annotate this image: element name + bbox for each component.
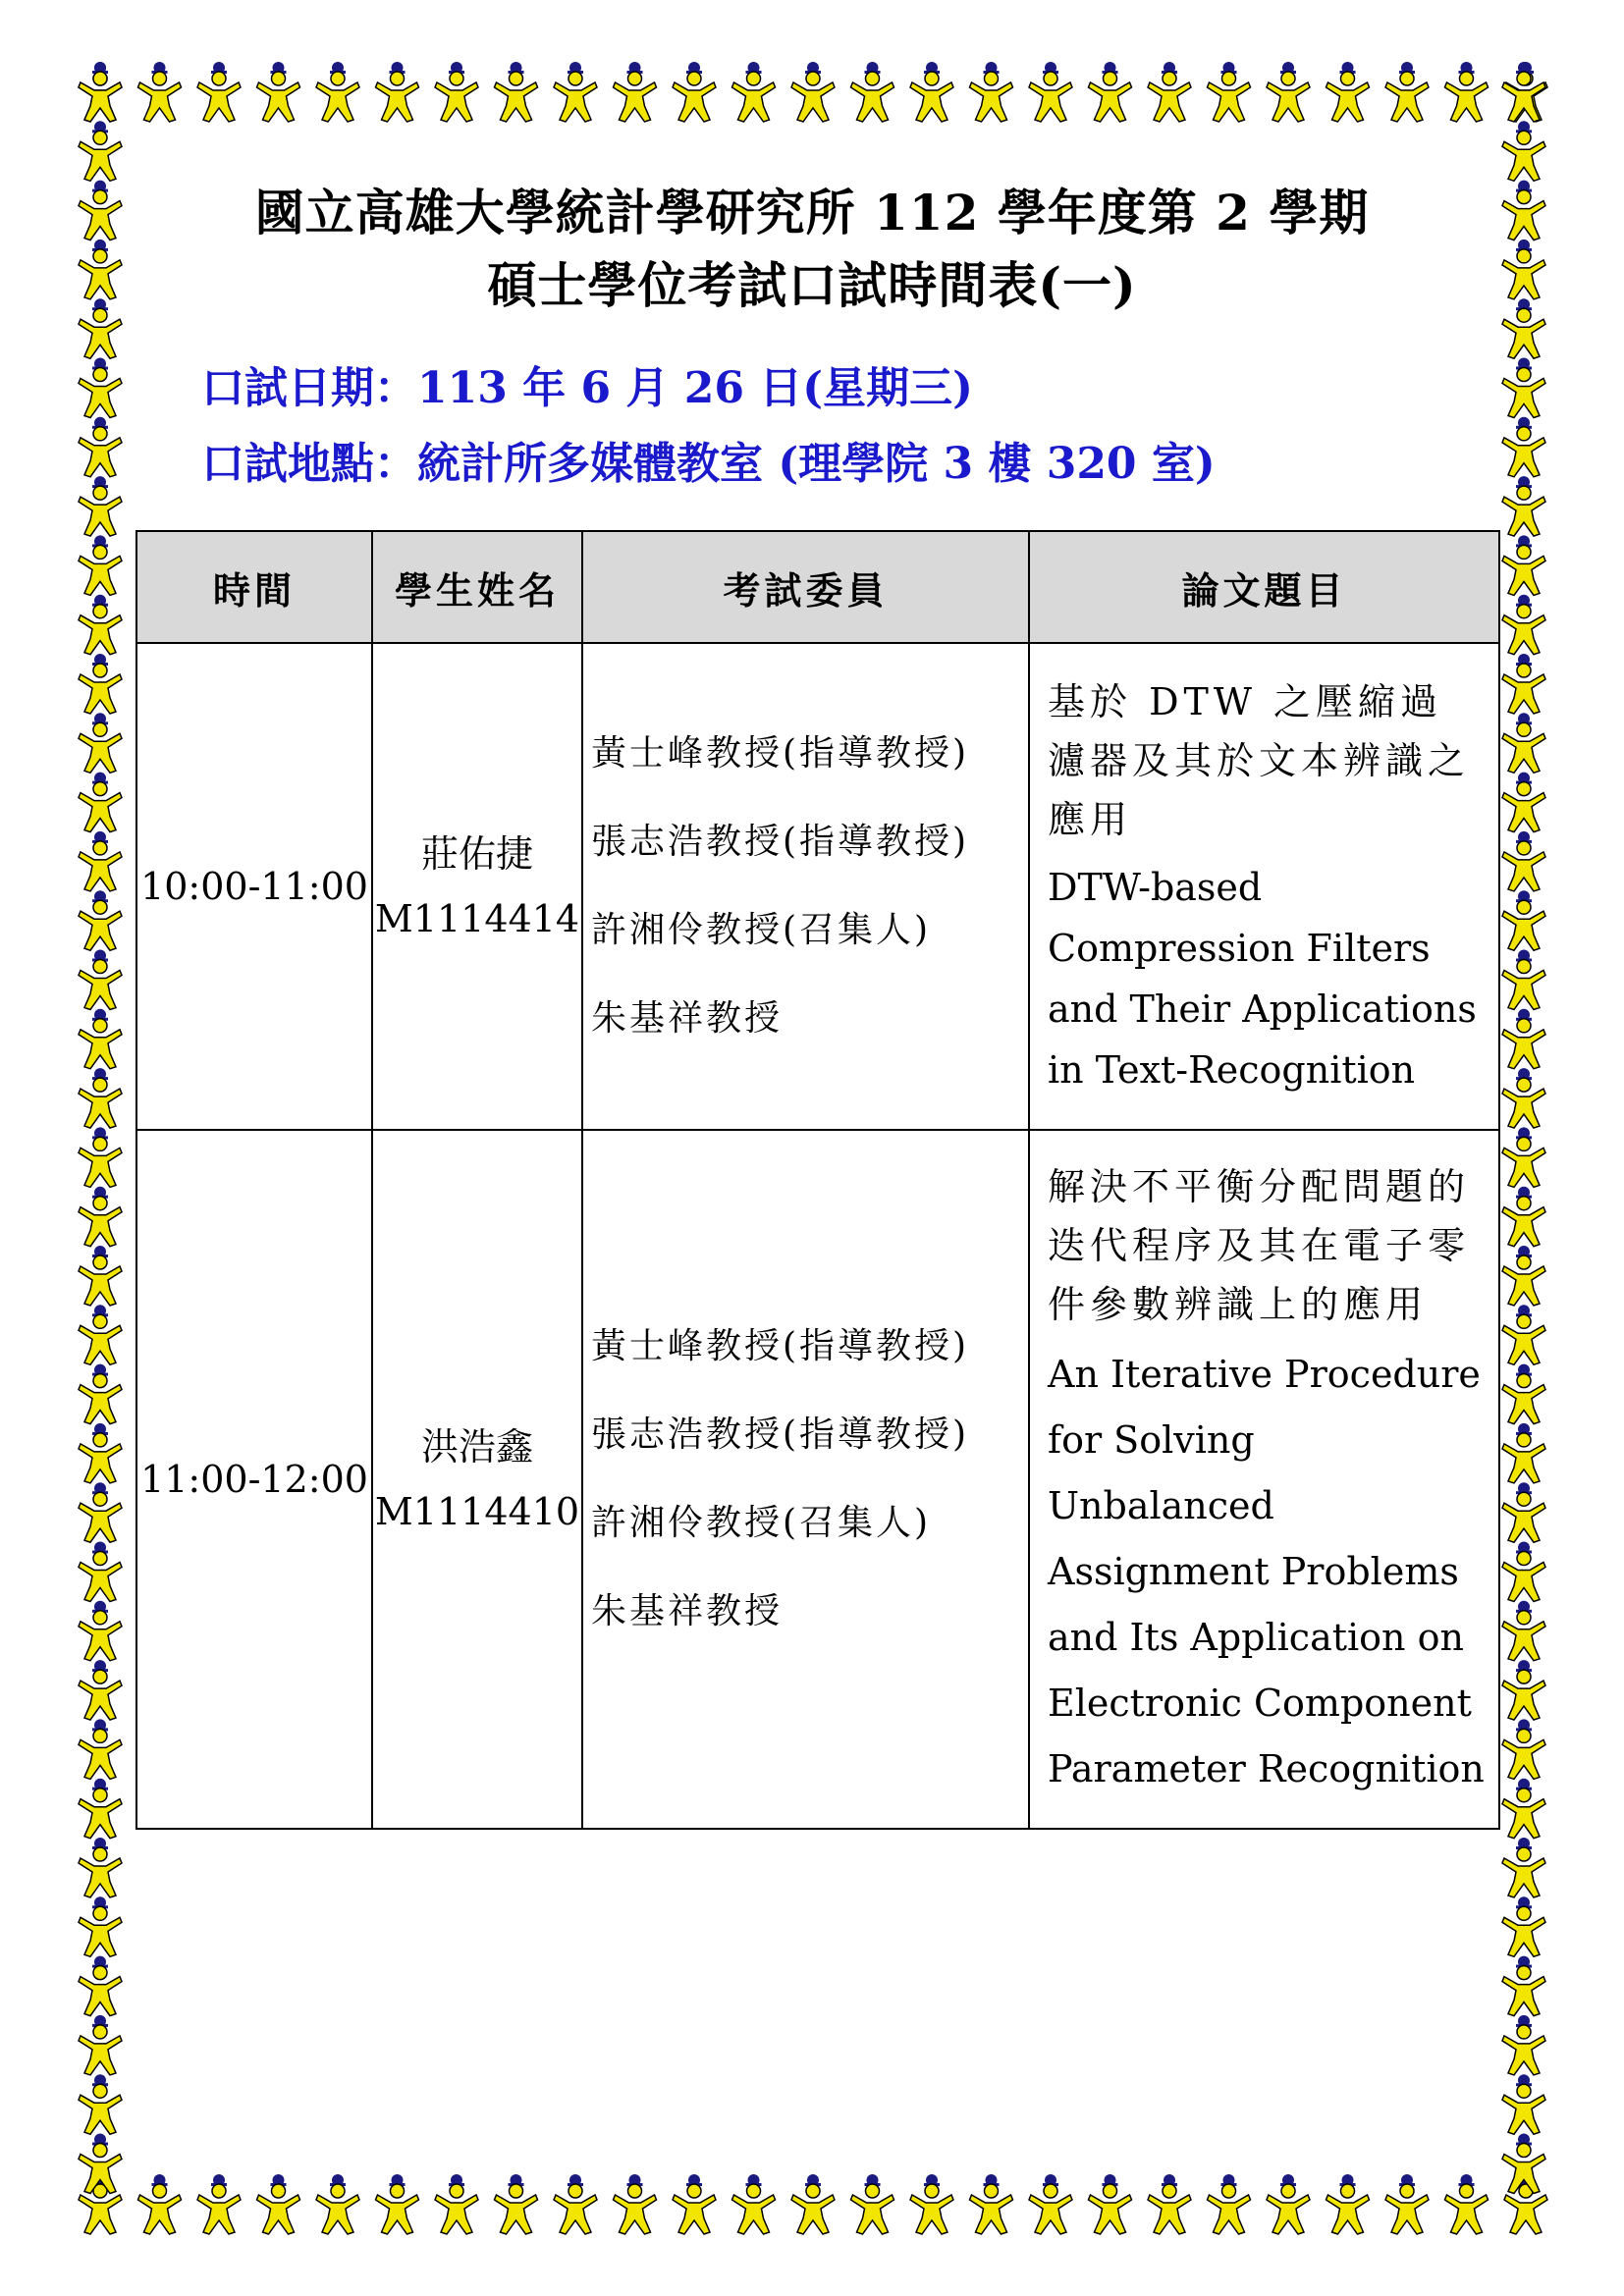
- thesis-title-zh: 基於 DTW 之壓縮過濾器及其於文本辨識之應用: [1048, 680, 1471, 841]
- student-name: 洪浩鑫: [420, 1425, 533, 1468]
- committee-member: 許湘伶教授(召集人): [591, 1503, 932, 1543]
- border-right-decoration: [1492, 61, 1555, 2236]
- page-title-line1: 國立高雄大學統計學研究所 112 學年度第 2 學期: [254, 184, 1370, 241]
- thesis-title-en: DTW-based Compression Filters and Their Applications in Text-Recognition: [1048, 866, 1477, 1092]
- time-cell: 11:00-12:00: [136, 1130, 372, 1829]
- exam-date: 口試日期：113 年 6 月 26 日(星期三): [201, 363, 973, 413]
- committee-member: 許湘伶教授(召集人): [591, 910, 932, 950]
- border-top-decoration: [69, 61, 1555, 124]
- exam-location: 口試地點：統計所多媒體教室 (理學院 3 樓 320 室): [201, 439, 1216, 489]
- time-cell: 10:00-11:00: [136, 643, 372, 1130]
- student-id: M1114410: [374, 1490, 580, 1533]
- header-committee: 考試委員: [582, 531, 1029, 643]
- committee-member: 朱基祥教授: [591, 1591, 784, 1631]
- committee-member: 黃士峰教授(指導教授): [591, 733, 970, 774]
- thesis-title-en: An Iterative Procedure for Solving Unbalanced Assignment Problems and Its Application on Electronic Component Parameter Recognition: [1048, 1352, 1485, 1790]
- committee-member: 黃士峰教授(指導教授): [591, 1326, 970, 1366]
- committee-member: 張志浩教授(指導教授): [591, 1415, 970, 1455]
- student-cell: [372, 643, 582, 1130]
- header-time: 時間: [136, 531, 372, 643]
- committee-cell: [582, 643, 1029, 1130]
- table-row: [136, 1130, 1499, 1829]
- page-title-line2: 碩士學位考試口試時間表(一): [487, 256, 1137, 314]
- table-header-row: [136, 531, 1499, 643]
- schedule-table: [135, 530, 1500, 1830]
- thesis-title-cell: [1029, 643, 1499, 1130]
- student-id: M1114414: [374, 897, 580, 940]
- table-row: [136, 643, 1499, 1130]
- thesis-title-zh: 解決不平衡分配問題的迭代程序及其在電子零件參數辨識上的應用: [1048, 1164, 1471, 1326]
- committee-member: 朱基祥教授: [591, 998, 784, 1039]
- border-bottom-decoration: [69, 2173, 1555, 2236]
- header-student-name: 學生姓名: [372, 531, 582, 643]
- border-left-decoration: [69, 61, 132, 2236]
- header-thesis-title: 論文題目: [1029, 531, 1499, 643]
- student-name: 莊佑捷: [420, 832, 533, 876]
- thesis-title-cell: [1029, 1130, 1499, 1829]
- committee-cell: [582, 1130, 1029, 1829]
- student-cell: [372, 1130, 582, 1829]
- committee-member: 張志浩教授(指導教授): [591, 822, 970, 862]
